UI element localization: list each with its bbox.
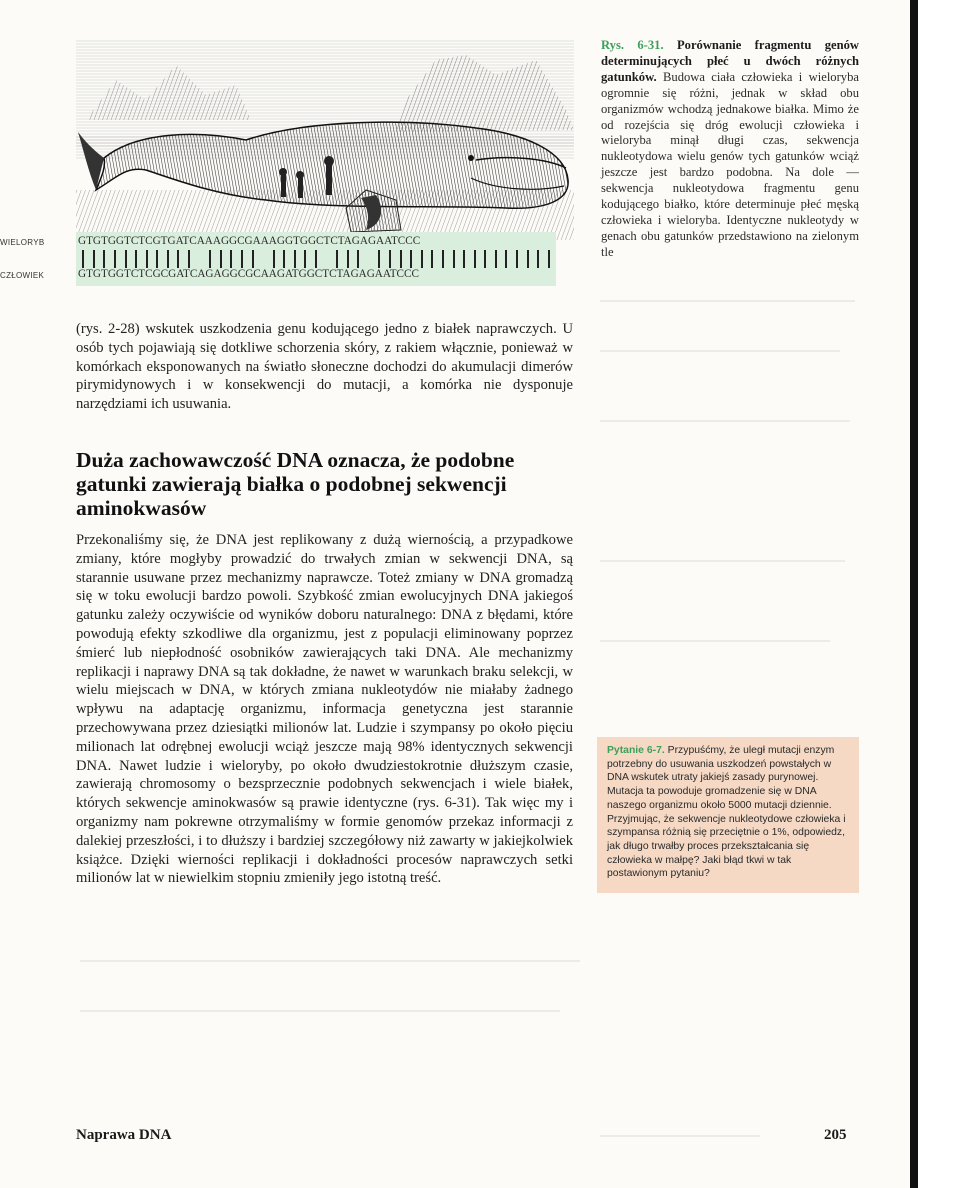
show-through-line: [600, 420, 850, 422]
show-through-line: [600, 640, 830, 642]
dna-match-bar: [516, 250, 518, 268]
show-through-line: [80, 1010, 560, 1012]
dna-match-bar: [421, 250, 423, 268]
question-label: Pytanie 6-7.: [607, 745, 665, 756]
dna-match-bar: [93, 250, 95, 268]
dna-match-bar: [400, 250, 402, 268]
dna-match-bar: [167, 250, 169, 268]
question-text: Przypuśćmy, że uległ mutacji enzym potrzebny do usuwania uszkodzeń powstałych w DNA wskutek utraty jakiejś zasady purynowej. Mutacja ta powoduje gromadzenie się w DNA naszego organizmu około 5000 mutacji dziennie. Przyjmując, że sekwencje nukleotydowe człowieka i szympansa różnią się przeciętnie o 1%, odpowiedz, jak długo trwałby proces przekształcania się człowieka w małpę? Jaki błąd tkwi w tak postawionym pytaniu?: [607, 745, 846, 880]
dna-match-bar: [410, 250, 412, 268]
dna-match-bar: [537, 250, 539, 268]
show-through-line: [600, 350, 840, 352]
show-through-line: [600, 560, 845, 562]
dna-match-bar: [315, 250, 317, 268]
page-number: 205: [824, 1127, 847, 1143]
dna-match-bar: [135, 250, 137, 268]
caption-title: Porównanie fragmentu genów determinujących płeć u dwóch różnych gatunków.: [601, 38, 859, 84]
dna-match-bar: [463, 250, 465, 268]
dna-match-bar: [357, 250, 359, 268]
dna-match-bar: [527, 250, 529, 268]
dna-match-bar: [82, 250, 84, 268]
dna-match-bar: [453, 250, 455, 268]
dna-match-bar: [442, 250, 444, 268]
dna-match-bar: [431, 250, 433, 268]
section-heading: Duża zachowawczość DNA oznacza, że podobne gatunki zawierają białka o podobnej sekwencji aminokwasów: [76, 448, 515, 520]
paragraph-continuation: (rys. 2-28) wskutek uszkodzenia genu kodującego jedno z białek naprawczych. U osób tych pojawiają się dotkliwe schorzenia skóry, z rakiem włącznie, ponieważ w komórkach eksponowanych na światło słoneczne dochodzi do akumulacji dimerów pirymidynowych i w konsekwencji do mutacji, a komórka nie dysponuje narzędziami ich usuwania.: [76, 321, 573, 413]
dna-match-bar: [125, 250, 127, 268]
dna-match-bar: [505, 250, 507, 268]
dna-match-bar: [389, 250, 391, 268]
show-through-line: [600, 300, 855, 302]
caption-number: Rys. 6-31.: [601, 38, 664, 52]
dna-match-bar: [230, 250, 232, 268]
dna-match-bar: [241, 250, 243, 268]
dna-match-bar: [209, 250, 211, 268]
paragraph-main: Przekonaliśmy się, że DNA jest replikowany z dużą wiernością, a przypadkowe zmiany, które mogłyby prowadzić do trwałych zmian w sekwencji DNA, są starannie usuwane przez mechanizmy naprawcze. Toteż zmiany w DNA gromadzą się w toku ewolucji bardzo powoli. Szybkość zmian ewolucyjnych DNA jakiegoś gatunku zależy oczywiście od wyników doboru naturalnego: DNA z błędami, które powodują efekty szkodliwe dla organizmu, jest z populacji eliminowany poprzez śmierć lub niepłodność osobników zawierających taki DNA. Ale mechanizmy replikacji i naprawy DNA są tak dokładne, że nawet w warunkach braku selekcji, w wielu miejscach w DNA, w których zmiana nukleotydów nie miałaby żadnego wpływu na adaptację organizmu, informacja genetyczna jest starannie przechowywana przez dziesiątki milionów lat. Ludzie i szympansy po około pięciu milionach lat odrębnej ewolucji wciąż jeszcze mają 98% identycznych sekwencji DNA. Nawet ludzie i wieloryby, po około dwudziestokrotnie dłuższym czasie, zawierają chromosomy o bezsprzecznie podobnych sekwencjach i wiele białek, których sekwencje aminokwasów są prawie identyczne (rys. 6-31). Tak więc my i organizmy nam pokrewne otrzymaliśmy w formie genomów przekaz informacji z dalekiej przeszłości, i to dłuższy i bardziej szczegółowy niż zawarty w jakiejkolwiek książce. Dzięki wierności replikacji i dokładności procesów naprawczych setki milionów lat w niewielkim stopniu zmieniły jego istotną treść.: [76, 532, 573, 887]
dna-match-bar: [304, 250, 306, 268]
dna-match-bar: [252, 250, 254, 268]
dna-sequence-whale: GTGTGGTCTCGTGATCAAAGGCGAAAGGTGGCTCTAGAGAATCCC: [78, 235, 421, 247]
dna-match-bar: [220, 250, 222, 268]
scan-edge: [910, 0, 972, 1188]
figure-caption: [601, 38, 859, 261]
dna-match-bar: [114, 250, 116, 268]
dna-label-whale: WIELORYB: [0, 238, 45, 247]
dna-match-bar: [484, 250, 486, 268]
caption-text: Budowa ciała człowieka i wieloryba ogromnie się różni, jednak w skład obu organizmów wchodzą jednakowe białka. Mimo że od rozejścia się dróg ewolucji człowieka i wieloryba minął długi czas, sekwencja nukleotydowa wielu genów tych gatunków wciąż jeszcze jest bardzo podobna. Na dole — sekwencja nukleotydowa fragmentu genu kodującego białko, które determinuje płeć męską człowieka i wieloryba. Identyczne nukleotydy w genach obu gatunków przedstawiono na zielonym tle: [601, 69, 859, 259]
question-text-block: [607, 744, 850, 881]
dna-match-bar: [177, 250, 179, 268]
dna-match-bars: [78, 250, 554, 268]
dna-match-bar: [336, 250, 338, 268]
dna-label-human: CZŁOWIEK: [0, 271, 45, 280]
show-through-line: [80, 960, 580, 962]
footer-chapter-title: Naprawa DNA: [76, 1127, 172, 1143]
dna-match-bar: [273, 250, 275, 268]
dna-match-bar: [188, 250, 190, 268]
dna-match-bar: [283, 250, 285, 268]
dna-sequence-human: GTGTGGTCTCGCGATCAGAGGCGCAAGATGGCTCTAGAGAATCCC: [78, 268, 419, 280]
dna-match-bar: [347, 250, 349, 268]
dna-match-bar: [146, 250, 148, 268]
dna-match-bar: [156, 250, 158, 268]
dna-match-bar: [103, 250, 105, 268]
dna-match-bar: [294, 250, 296, 268]
whale-illustration: [76, 40, 574, 240]
dna-match-bar: [548, 250, 550, 268]
show-through-line: [600, 1135, 760, 1137]
dna-match-bar: [495, 250, 497, 268]
dna-match-bar: [378, 250, 380, 268]
dna-match-bar: [474, 250, 476, 268]
